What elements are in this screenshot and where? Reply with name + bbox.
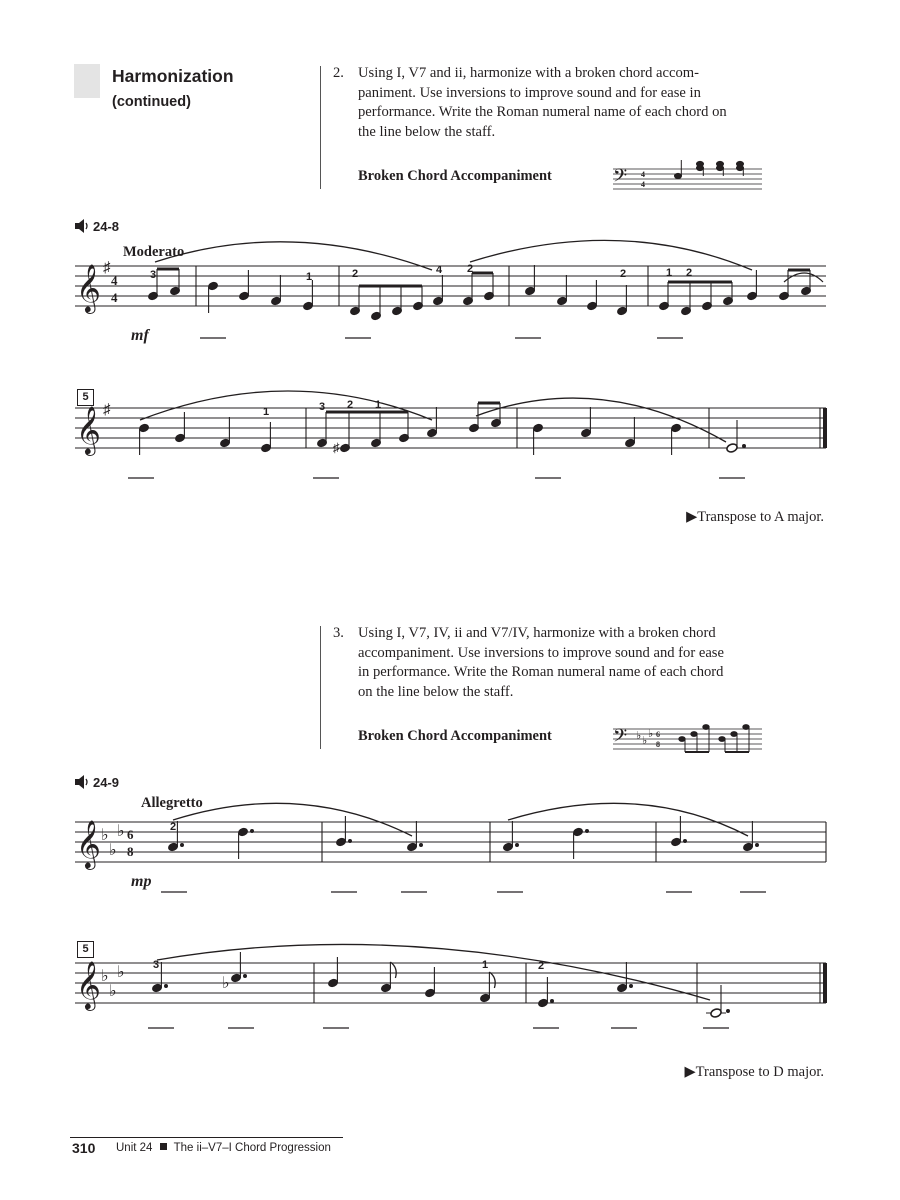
accompaniment-staff bbox=[613, 160, 762, 191]
svg-text:8: 8 bbox=[656, 740, 660, 749]
svg-text:1: 1 bbox=[263, 406, 270, 418]
instruction-line: the line below the staff. bbox=[358, 123, 496, 140]
accompaniment-staff bbox=[613, 725, 762, 752]
svg-text:8: 8 bbox=[127, 844, 134, 859]
dynamic-marking: mp bbox=[131, 873, 152, 890]
instruction-line: performance. Write the Roman numeral name of each chord on bbox=[358, 104, 727, 120]
svg-text:2: 2 bbox=[352, 268, 359, 280]
track-number: 24-8 bbox=[93, 219, 120, 234]
svg-text:♭: ♭ bbox=[636, 730, 642, 742]
page-number: 310 bbox=[72, 1140, 96, 1156]
svg-text:♭: ♭ bbox=[101, 968, 109, 985]
transpose-text: Transpose to A major. bbox=[697, 509, 824, 525]
svg-text:3: 3 bbox=[319, 401, 326, 413]
svg-text:4: 4 bbox=[436, 264, 443, 276]
svg-text:6: 6 bbox=[127, 827, 134, 842]
svg-text:1: 1 bbox=[482, 959, 489, 971]
staff-system bbox=[75, 803, 826, 892]
svg-text:♭: ♭ bbox=[117, 964, 125, 981]
dynamic-marking: mf bbox=[131, 327, 149, 344]
svg-text:♯: ♯ bbox=[103, 260, 111, 276]
svg-text:4: 4 bbox=[641, 170, 645, 179]
svg-text:2: 2 bbox=[347, 399, 354, 411]
right-triangle-icon: ▶ bbox=[686, 509, 698, 525]
svg-text:𝄞: 𝄞 bbox=[76, 819, 101, 868]
staff-system bbox=[75, 240, 826, 338]
svg-text:𝄢: 𝄢 bbox=[613, 726, 628, 751]
svg-text:𝄢: 𝄢 bbox=[613, 166, 628, 191]
right-triangle-icon: ▶ bbox=[684, 1064, 696, 1080]
measure-number: 5 bbox=[77, 389, 94, 406]
svg-text:2: 2 bbox=[467, 263, 474, 275]
svg-text:3: 3 bbox=[153, 959, 160, 971]
svg-text:♯: ♯ bbox=[103, 402, 111, 418]
svg-text:♭: ♭ bbox=[222, 975, 230, 992]
footer-running-head bbox=[116, 1142, 331, 1154]
footer-unit: Unit 24 bbox=[116, 1142, 153, 1154]
accompaniment-label: Broken Chord Accompaniment bbox=[358, 168, 552, 184]
svg-text:♭: ♭ bbox=[642, 735, 648, 747]
svg-text:2: 2 bbox=[620, 268, 627, 280]
exercise-number: 2. bbox=[333, 65, 344, 81]
svg-text:𝄞: 𝄞 bbox=[76, 263, 101, 312]
svg-text:4: 4 bbox=[111, 290, 118, 305]
transpose-text: Transpose to D major. bbox=[695, 1064, 824, 1080]
footer-rule bbox=[70, 1137, 343, 1138]
svg-text:♭: ♭ bbox=[117, 823, 125, 840]
svg-text:1: 1 bbox=[306, 271, 313, 283]
measure-number: 5 bbox=[77, 941, 94, 958]
instruction-line: Using I, V7, IV, ii and V7/IV, harmonize with a broken chord bbox=[358, 625, 716, 641]
svg-text:♭: ♭ bbox=[648, 728, 654, 740]
section-title: Harmonization bbox=[112, 66, 234, 86]
instruction-line: on the line below the staff. bbox=[358, 683, 514, 700]
instruction-line: paniment. Use inversions to improve sound and for ease in bbox=[358, 84, 701, 101]
svg-text:♭: ♭ bbox=[101, 827, 109, 844]
svg-text:4: 4 bbox=[641, 180, 645, 189]
staff-system bbox=[75, 391, 826, 478]
tempo-marking: Moderato bbox=[123, 244, 185, 260]
section-subtitle: (continued) bbox=[112, 94, 191, 110]
svg-text:1: 1 bbox=[666, 267, 673, 279]
track-number: 24-9 bbox=[93, 775, 120, 790]
svg-text:6: 6 bbox=[656, 730, 660, 739]
svg-text:1: 1 bbox=[375, 399, 382, 411]
tempo-marking: Allegretto bbox=[141, 795, 203, 811]
instruction-line: in performance. Write the Roman numeral name of each chord bbox=[358, 664, 724, 680]
instruction-line: accompaniment. Use inversions to improve sound and for ease bbox=[358, 644, 724, 661]
svg-text:2: 2 bbox=[686, 267, 693, 279]
instruction-line: Using I, V7 and ii, harmonize with a broken chord accom- bbox=[358, 65, 699, 81]
svg-text:♭: ♭ bbox=[109, 983, 117, 1000]
exercise-number: 3. bbox=[333, 625, 344, 641]
svg-text:2: 2 bbox=[170, 821, 177, 833]
svg-text:3: 3 bbox=[150, 269, 157, 281]
staff-system bbox=[75, 944, 826, 1028]
svg-text:𝄞: 𝄞 bbox=[76, 960, 101, 1009]
square-bullet-icon bbox=[160, 1143, 167, 1150]
svg-text:4: 4 bbox=[111, 273, 118, 288]
svg-text:♯: ♯ bbox=[333, 440, 340, 455]
svg-text:2: 2 bbox=[538, 960, 545, 972]
svg-text:♭: ♭ bbox=[109, 842, 117, 859]
svg-text:𝄞: 𝄞 bbox=[76, 405, 101, 454]
accompaniment-label: Broken Chord Accompaniment bbox=[358, 728, 552, 744]
footer-chapter: The ii–V7–I Chord Progression bbox=[173, 1142, 331, 1154]
